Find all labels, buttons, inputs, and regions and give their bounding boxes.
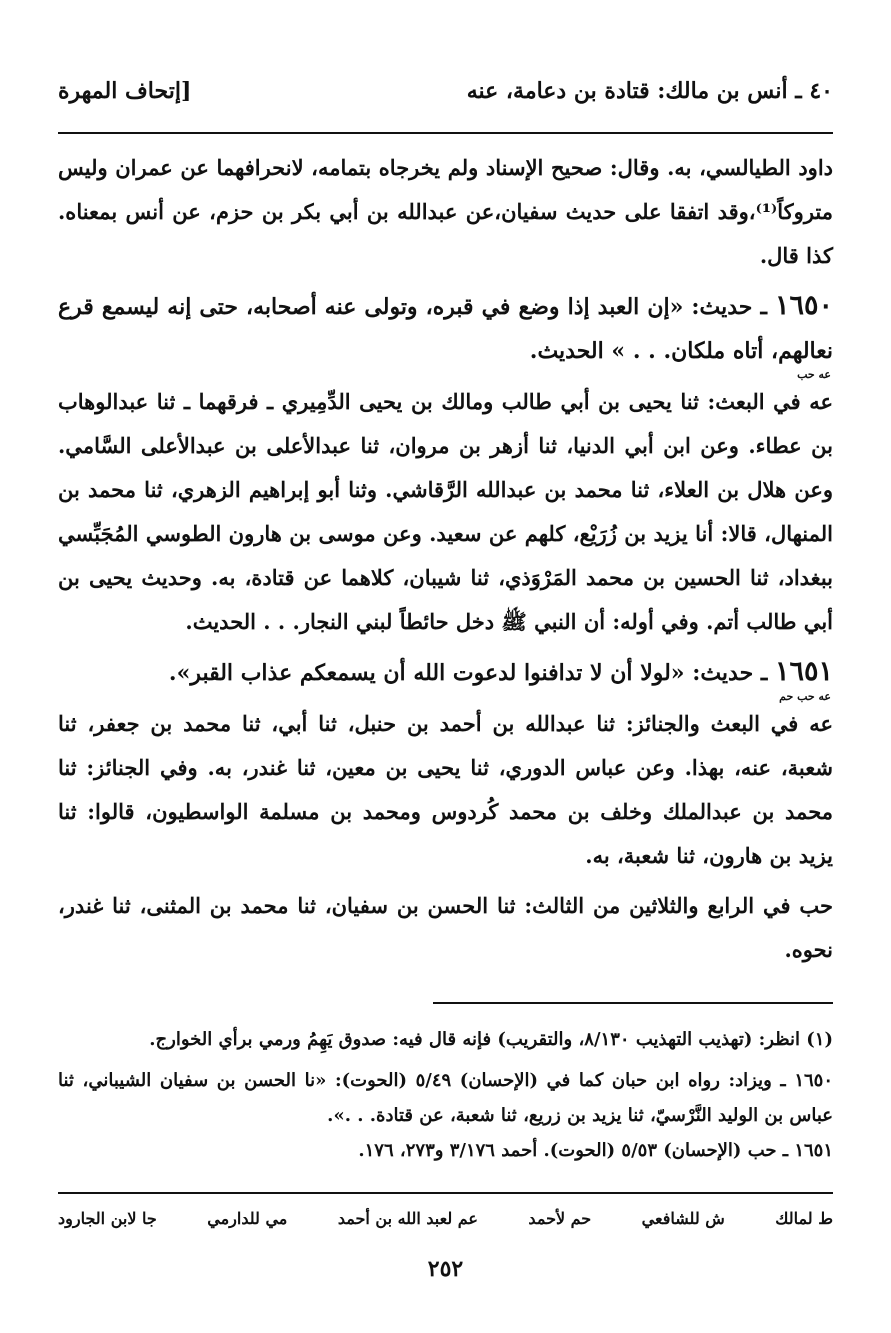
hadith-1650: [58, 284, 833, 373]
abbreviation-item: مي للدارمي: [207, 1209, 288, 1228]
abbreviation-item: ش للشافعي: [641, 1209, 725, 1228]
hadith-sigla: عه حب حم: [779, 690, 831, 703]
paragraph-continuation: داود الطيالسي، به. وقال: صحيح الإسناد ولم يخرجاه بتمامه، لانحرافهما عن عمران وليس متروكاً⁽¹⁾،وقد اتفقا على حديث سفيان،عن عبدالله بن أبي بكر بن حزم، عن أنس بمعناه. كذا قال.: [58, 155, 833, 268]
paragraph-ibn-hibban: حب في الرابع والثلاثين من الثالث: ثنا الحسن بن سفيان، ثنا محمد بن المثنى، ثنا غندر، نحوه.: [58, 893, 833, 962]
book-page: [58, 78, 833, 1282]
header-rule: [58, 132, 833, 134]
footnote-rule: [433, 1002, 833, 1004]
abbreviation-item: حم لأحمد: [528, 1209, 592, 1228]
book-title: [إتحاف المهرة: [58, 78, 192, 104]
page-header: [58, 78, 833, 118]
abbreviation-key: [58, 1204, 833, 1234]
paragraph-sources-1650: عه في البعث: ثنا يحيى بن أبي طالب ومالك بن يحيى الدِّمِيري ـ فرقهما ـ ثنا عبدالوهاب بن عطاء. وعن ابن أبي الدنيا، ثنا أزهر بن مروان، ثنا عبدالأعلى بن عبدالأعلى السَّامي. وعن هلال بن العلاء، ثنا محمد بن عبدالله الرَّقاشي. وثنا أبو إبراهيم الزهري، ثنا محمد بن المنهال، قالا: أنا يزيد بن زُرَيْع، كلهم عن سعيد. وعن موسى بن هارون الطوسي المُجَبِّسي ببغداد، ثنا الحسين بن محمد المَرْوَذي، ثنا شيبان، كلاهما عن قتادة، به. وحديث يحيى بن أبي طالب أتم. وفي أوله: أن النبي ﷺ دخل حائطاً لبني النجار. . . الحديث.: [58, 389, 833, 634]
running-title: ٤٠ ـ أنس بن مالك: قتادة بن دعامة، عنه: [466, 78, 833, 104]
footnote-1650: ١٦٥٠ ـ ويزاد: رواه ابن حبان كما في (الإحسان) ٥/٤٩ (الحوت): «نا الحسن بن سفيان الشيباني، ثنا عباس بن الوليد النَّرْسيّ، ثنا يزيد بن زريع، ثنا شعبة، عن قتادة. . .».: [58, 1070, 833, 1126]
hadith-1651: [58, 650, 833, 695]
hadith-text: ـ حديث: «إن العبد إذا وضع في قبره، وتولى عنه أصحابه، حتى إنه ليسمع قرع نعالهم، أتاه ملكان. . . » الحديث.: [58, 294, 833, 364]
abbreviation-item: جا لابن الجارود: [58, 1209, 157, 1228]
abbreviation-rule: [58, 1192, 833, 1194]
hadith-text: ـ حديث: «لولا أن لا تدافنوا لدعوت الله أن يسمعكم عذاب القبر».: [168, 660, 768, 686]
footnote-1: (١) انظر: (تهذيب التهذيب ٨/١٣٠، والتقريب) فإنه قال فيه: صدوق يَهِمُ ورمي برأي الخوارج.: [149, 1029, 833, 1050]
abbreviation-item: ط لمالك: [775, 1209, 833, 1228]
page-number: ٢٥٢: [427, 1256, 464, 1282]
abbreviation-item: عم لعبد الله بن أحمد: [337, 1209, 478, 1228]
paragraph-sources-1651: عه في البعث والجنائز: ثنا عبدالله بن أحمد بن حنبل، ثنا أبي، ثنا محمد بن جعفر، ثنا شعبة، عنه، بهذا. وعن عباس الدوري، ثنا يحيى بن معين، ثنا غندر، به. وفي الجنائز: ثنا محمد بن عبدالملك وخلف بن محمد كُردوس ومحمد بن مسلمة الواسطيون، قالوا: ثنا يزيد بن هارون، ثنا شعبة، به.: [58, 711, 833, 868]
hadith-number: ١٦٥٠: [774, 290, 833, 321]
footnote-1651: ١٦٥١ ـ حب (الإحسان) ٥/٥٣ (الحوت). أحمد ٣/١٧٦ و٢٧٣، ١٧٦.: [358, 1140, 833, 1161]
hadith-number: ١٦٥١: [774, 656, 833, 687]
hadith-sigla: عه حب: [797, 368, 831, 381]
